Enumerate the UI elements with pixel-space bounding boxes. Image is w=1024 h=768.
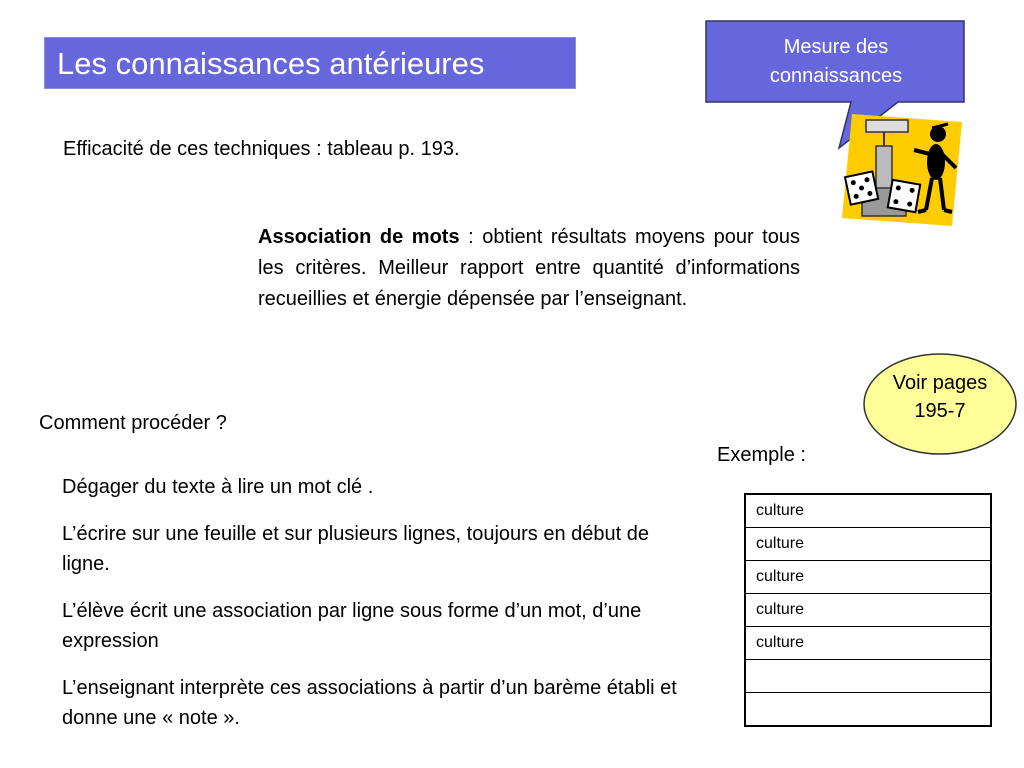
step-item: L’élève écrit une association par ligne sous forme d’un mot, d’une expression — [62, 600, 642, 652]
exemple-label: Exemple : — [717, 444, 806, 466]
callout-text — [705, 33, 967, 91]
efficacite-text: Efficacité de ces techniques : tableau p. 193. — [63, 138, 460, 160]
table-cell: culture — [745, 528, 991, 561]
table-cell: culture — [745, 627, 991, 660]
table-cell — [745, 660, 991, 693]
table-row — [745, 693, 991, 727]
table-row — [745, 528, 991, 561]
callout-line-2: connaissances — [769, 65, 903, 87]
table-cell: culture — [745, 561, 991, 594]
example-table — [744, 493, 992, 727]
table-row — [745, 594, 991, 627]
table-cell — [745, 693, 991, 727]
step-item: L’enseignant interprète ces associations à partir d’un barème établi et donne une « note ». — [62, 677, 677, 729]
voir-line-1: Voir pages — [892, 372, 988, 394]
voir-text — [862, 369, 1018, 425]
table-cell: culture — [745, 494, 991, 528]
slide-title: Les connaissances antérieures — [44, 37, 576, 89]
table-row — [745, 660, 991, 693]
voir-line-2: 195-7 — [914, 400, 966, 422]
voir-pages-bubble — [862, 352, 1018, 456]
step-item: L’écrire sur une feuille et sur plusieurs lignes, toujours en début de ligne. — [62, 523, 650, 575]
comment-proceder-heading: Comment procéder ? — [39, 412, 227, 434]
scale-dice-figure-icon — [840, 110, 964, 228]
table-row — [745, 494, 991, 528]
steps-list — [62, 472, 687, 750]
table-row — [745, 561, 991, 594]
callout-line-1: Mesure des — [783, 36, 889, 58]
association-paragraph — [258, 222, 800, 315]
association-heading: Association de mots — [258, 226, 460, 248]
table-row — [745, 627, 991, 660]
table-cell: culture — [745, 594, 991, 627]
step-item: Dégager du texte à lire un mot clé . — [62, 476, 374, 498]
association-body: : obtient résultats moyens pour tous les critères. Meilleur rapport entre quantité d’informations recueillies et énergie dépensée par l’enseignant. — [258, 226, 800, 310]
